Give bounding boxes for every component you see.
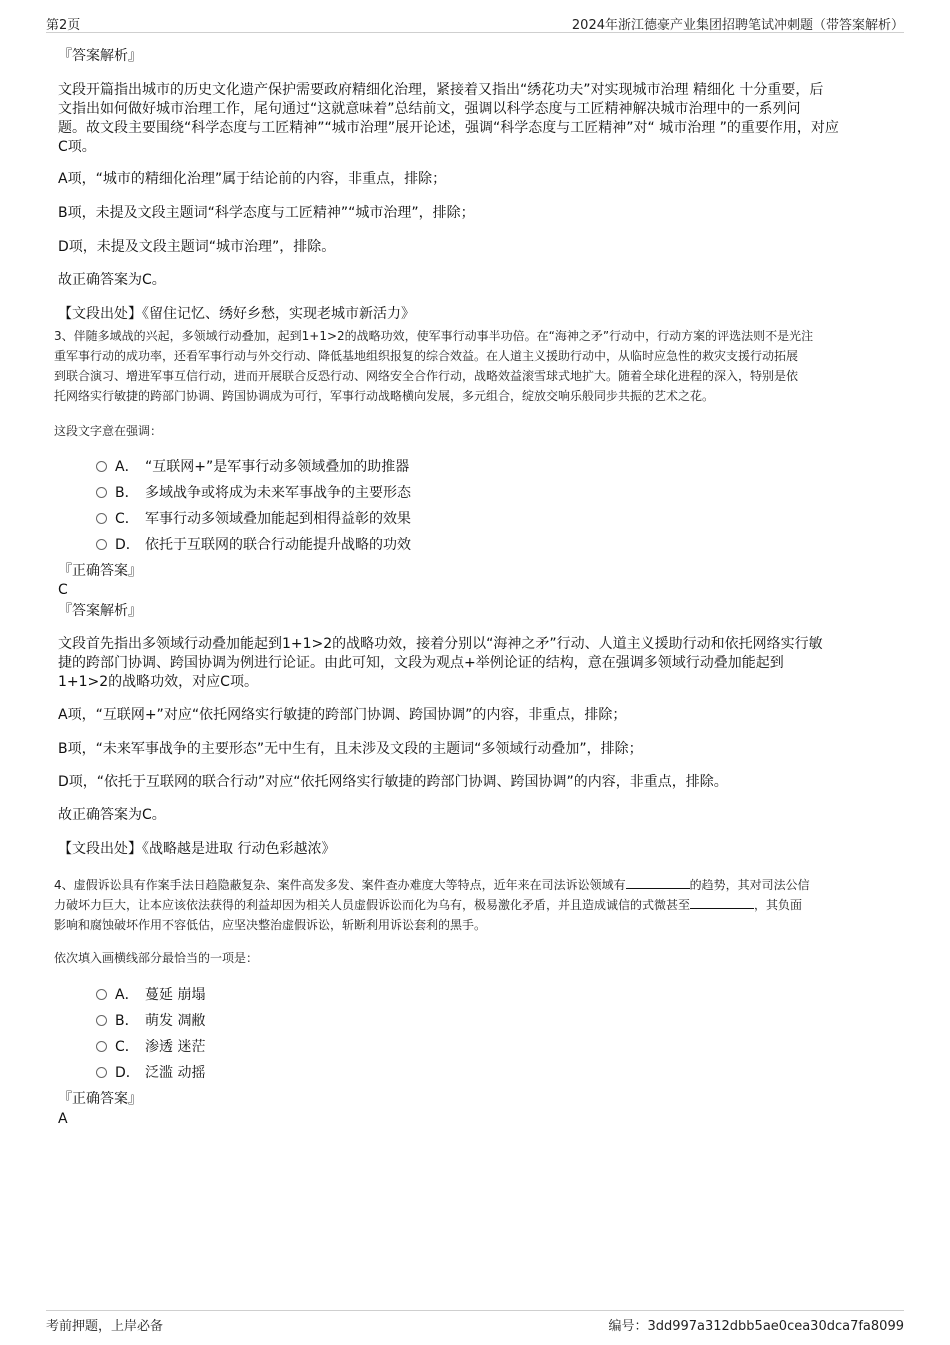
q3-analysis-label: 『答案解析』 [58, 603, 142, 619]
q4-answer: A [58, 1111, 68, 1127]
q3-option-b[interactable] [96, 482, 411, 502]
q2-option-b-analysis: B项，未提及文段主题词“科学态度与工匠精神”“城市治理”，排除； [58, 205, 475, 221]
q4-stem-line: 影响和腐蚀破坏作用不容低估，应坚决整治虚假诉讼，斩断利用诉讼套利的黑手。 [54, 918, 487, 932]
q3-option-b-analysis: B项，“未来军事战争的主要形态”无中生有，且未涉及文段的主题词“多领域行动叠加”，排除； [58, 741, 643, 757]
q3-prompt: 这段文字意在强调： [54, 424, 163, 438]
q4-stem-line [54, 895, 802, 915]
radio-button-icon[interactable] [96, 487, 107, 498]
q3-stem-line: 重军事行动的成功率，还看军事行动与外交行动、降低基地组织报复的综合效益。在人道主义援助行动中，从临时应急性的救灾支援行动拓展 [54, 349, 799, 363]
q3-analysis-line: 捷的跨部门协调、跨国协调为例进行论证。由此可知，文段为观点+举例论证的结构，意在强调多领域行动叠加能起到 [58, 655, 784, 671]
radio-button-icon[interactable] [96, 1041, 107, 1052]
q2-analysis-label: 『答案解析』 [58, 48, 142, 64]
q4-option-a[interactable] [96, 984, 205, 1004]
q4-option-c[interactable] [96, 1036, 205, 1056]
page-number: 第2页 [46, 18, 81, 33]
q2-analysis-line: 文指出如何做好城市治理工作，尾句通过“这就意味着”总结前文，强调以科学态度与工匠精神解决城市治理中的一系列问 [58, 101, 801, 117]
q2-conclusion: 故正确答案为C。 [58, 272, 166, 288]
option-text: 渗透 迷茫 [145, 1039, 206, 1055]
q4-stem-text: 4、虚假诉讼具有作案手法日趋隐蔽复杂、案件高发多发、案件查办难度大等特点，近年来在司法诉讼领域有 [54, 878, 626, 892]
option-text: 萌发 凋敝 [145, 1013, 206, 1029]
radio-button-icon[interactable] [96, 1067, 107, 1078]
radio-button-icon[interactable] [96, 513, 107, 524]
option-key: C． [115, 511, 139, 527]
q4-stem-text: 力破坏力巨大，让本应该依法获得的利益却因为相关人员虚假诉讼而化为乌有，极易激化矛盾，并且造成诚信的式微甚至 [54, 898, 691, 912]
option-key: A． [115, 987, 139, 1003]
option-text: “互联网+”是军事行动多领域叠加的助推器 [145, 459, 410, 475]
q2-option-a-analysis: A项，“城市的精细化治理”属于结论前的内容，非重点，排除； [58, 171, 447, 187]
option-text: 蔓延 崩塌 [145, 987, 206, 1003]
q3-stem-line: 到联合演习、增进军事互信行动，进而开展联合反恐行动、网络安全合作行动，战略效益滚雪球式地扩大。随着全球化进程的深入，特别是依 [54, 369, 799, 383]
q2-option-d-analysis: D项，未提及文段主题词“城市治理”，排除。 [58, 239, 336, 255]
option-text: 军事行动多领域叠加能起到相得益彰的效果 [145, 511, 411, 527]
q3-option-d[interactable] [96, 534, 411, 554]
q3-conclusion: 故正确答案为C。 [58, 807, 166, 823]
option-key: A． [115, 459, 139, 475]
option-text: 泛滥 动摇 [145, 1065, 206, 1081]
fill-blank [626, 876, 690, 889]
option-key: D． [115, 537, 140, 553]
q2-analysis-line: 题。故文段主要围绕“科学态度与工匠精神”“城市治理”展开论述，强调“科学态度与工匠精神”对“ 城市治理 ”的重要作用，对应 [58, 120, 839, 136]
q3-option-a[interactable] [96, 456, 409, 476]
q3-stem-line: 托网络实行敏捷的跨部门协调、跨国协调成为可行，军事行动战略横向发展，多元组合，绽放交响乐般同步共振的艺术之花。 [54, 389, 715, 403]
option-text: 依托于互联网的联合行动能提升战略的功效 [145, 537, 411, 553]
q4-prompt: 依次填入画横线部分最恰当的一项是： [54, 951, 259, 965]
q4-stem-text: 的趋势，其对司法公信 [689, 878, 810, 892]
fill-blank [690, 896, 754, 909]
option-key: B． [115, 485, 139, 501]
q4-stem-line [54, 875, 810, 895]
q3-answer: C [58, 582, 68, 598]
page-header [46, 12, 904, 33]
q4-stem-text: ，其负面 [754, 898, 803, 912]
q3-source: 【文段出处】《战略越是进取 行动色彩越浓》 [58, 841, 336, 857]
q2-analysis-line: 文段开篇指出城市的历史文化遗产保护需要政府精细化治理，紧接着又指出“绣花功夫”对实现城市治理 精细化 十分重要，后 [58, 82, 824, 98]
q4-answer-label: 『正确答案』 [58, 1091, 142, 1107]
q3-analysis-line: 文段首先指出多领域行动叠加能起到1+1>2的战略功效，接着分别以“海神之矛”行动、人道主义援助行动和依托网络实行敏 [58, 636, 823, 652]
option-key: B． [115, 1013, 139, 1029]
document-code: 编号：3dd997a312dbb5ae0cea30dca7fa8099 [608, 1319, 904, 1334]
radio-button-icon[interactable] [96, 1015, 107, 1026]
q3-option-d-analysis: D项，“依托于互联网的联合行动”对应“依托网络实行敏捷的跨部门协调、跨国协调”的内容，非重点，排除。 [58, 774, 728, 790]
q3-stem-line: 3、伴随多域战的兴起，多领域行动叠加，起到1+1>2的战略功效，使军事行动事半功倍。在“海神之矛”行动中，行动方案的评选法则不是光注 [54, 329, 814, 343]
q3-option-a-analysis: A项，“互联网+”对应“依托网络实行敏捷的跨部门协调、跨国协调”的内容，非重点，排除； [58, 707, 627, 723]
radio-button-icon[interactable] [96, 461, 107, 472]
radio-button-icon[interactable] [96, 539, 107, 550]
footer-slogan: 考前押题，上岸必备 [46, 1319, 164, 1334]
q3-analysis-line: 1+1>2的战略功效，对应C项。 [58, 674, 258, 690]
q2-analysis-line: C项。 [58, 139, 96, 155]
q2-source: 【文段出处】《留住记忆、绣好乡愁，实现老城市新活力》 [58, 306, 415, 322]
q4-option-d[interactable] [96, 1062, 205, 1082]
q3-answer-label: 『正确答案』 [58, 563, 142, 579]
radio-button-icon[interactable] [96, 989, 107, 1000]
q3-option-c[interactable] [96, 508, 411, 528]
option-key: D． [115, 1065, 140, 1081]
page-footer [46, 1310, 904, 1333]
option-text: 多域战争或将成为未来军事战争的主要形态 [145, 485, 411, 501]
document-title: 2024年浙江德豪产业集团招聘笔试冲刺题（带答案解析） [571, 18, 904, 33]
option-key: C． [115, 1039, 139, 1055]
q4-option-b[interactable] [96, 1010, 205, 1030]
